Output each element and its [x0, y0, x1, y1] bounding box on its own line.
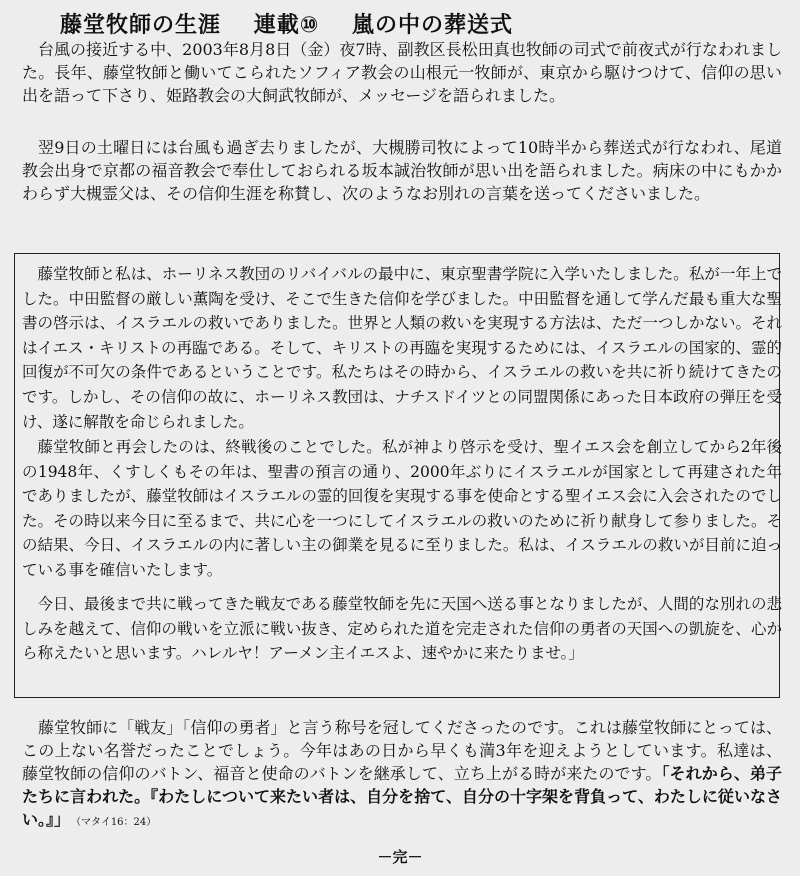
farewell-quote-paragraph-3: 今日、最後まで共に戦ってきた戦友である藤堂牧師を先に天国へ送る事となりましたが、人間的な別れの悲しみを越えて、信仰の戦いを立派に戦い抜き、定められた道を完走された信仰の勇者の天国への凱旋を、心から称えたいと思います。ハレルヤ！アーメン主イエスよ、速やかに来たりませ。」 [22, 595, 782, 663]
paragraph-wake-service: 台風の接近する中、2003年8月8日（金）夜7時、副教区長松田真也牧師の司式で前夜式が行なわれました。長年、藤堂牧師と働いてこられたソフィア教会の山根元一牧師が、東京から駆けつけて、信仰の思い出を語って下さり、姫路教会の大飼武牧師が、メッセージを語られました。 [22, 40, 782, 105]
article-title [60, 8, 760, 39]
farewell-quote-paragraph-1: 藤堂牧師と私は、ホーリネス教団のリバイバルの最中に、東京聖書学院に入学いたしました。私が一年上でした。中田監督の厳しい薫陶を受け、そこで生きた信仰を学びました。中田監督を通して学んだ最も重大な聖書の啓示は、イスラエルの救いでありました。世界と人類の救いを実現する方法は、ただ一つしかない。それはイエス・キリストの再臨である。そして、キリストの再臨を実現するためには、イスラエルの国家的、霊的回復が不可欠の条件であるということです。私たちはその時から、イスラエルの救いを共に祈り続けてきたのです。しかし、その信仰の故に、ホーリネス教団は、ナチスドイツとの同盟関係にあった日本政府の弾圧を受け、遂に解散を命じられました。 [22, 265, 782, 431]
paragraph-funeral: 翌9日の土曜日には台風も過ぎ去りましたが、大槻勝司牧によって10時半から葬送式が行なわれ、尾道教会出身で京都の福音教会で奉仕しておられる坂本誠治牧師が思い出を語られました。病床の中にもかかわらず大槻霊父は、その信仰生涯を称賛し、次のようなお別れの言葉を送ってくださいました。 [22, 138, 782, 203]
title-sub: 嵐の中の葬送式 [352, 13, 514, 38]
title-main: 藤堂牧師の生涯 [60, 13, 222, 38]
end-mark: －完－ [377, 848, 423, 866]
scripture-reference: （マタイ16：24） [76, 817, 157, 828]
paragraph-closing [22, 716, 782, 834]
closing-text: 藤堂牧師に「戦友」「信仰の勇者」と言う称号を冠してくださったのです。これは藤堂牧師にとっては、この上ない名誉だったことでしょう。今年はあの日から早くも満3年を迎えようとしています。私達は、藤堂牧師の信仰のバトン、福音と使命のバトンを継承して、立ち上がる時が来たのです。 [22, 718, 782, 783]
title-series: 連載⑩ [253, 13, 320, 38]
farewell-quote-paragraph-2: 藤堂牧師と再会したのは、終戦後のことでした。私が神より啓示を受け、聖イエス会を創立してから2年後の1948年、くすしくもその年は、聖書の預言の通り、2000年ぶりにイスラエルが国家として再建された年でありましたが、藤堂牧師はイスラエルの霊的回復を実現する事を使命とする聖イエス会に入会されたのでした。その時以来今日に至るまで、共に心を一つにしてイスラエルの救いのために祈り献身して参りました。その結果、今日、イスラエルの内に著しい主の御業を見るに至りました。私は、イスラエルの救いが目前に迫っている事を確信いたします。 [22, 438, 782, 579]
scripture-quote: 「それから、弟子たちに言われた。『わたしについて来たい者は、自分を捨て、自分の十字架を背負って、わたしに従いなさい。』」 [22, 764, 782, 829]
